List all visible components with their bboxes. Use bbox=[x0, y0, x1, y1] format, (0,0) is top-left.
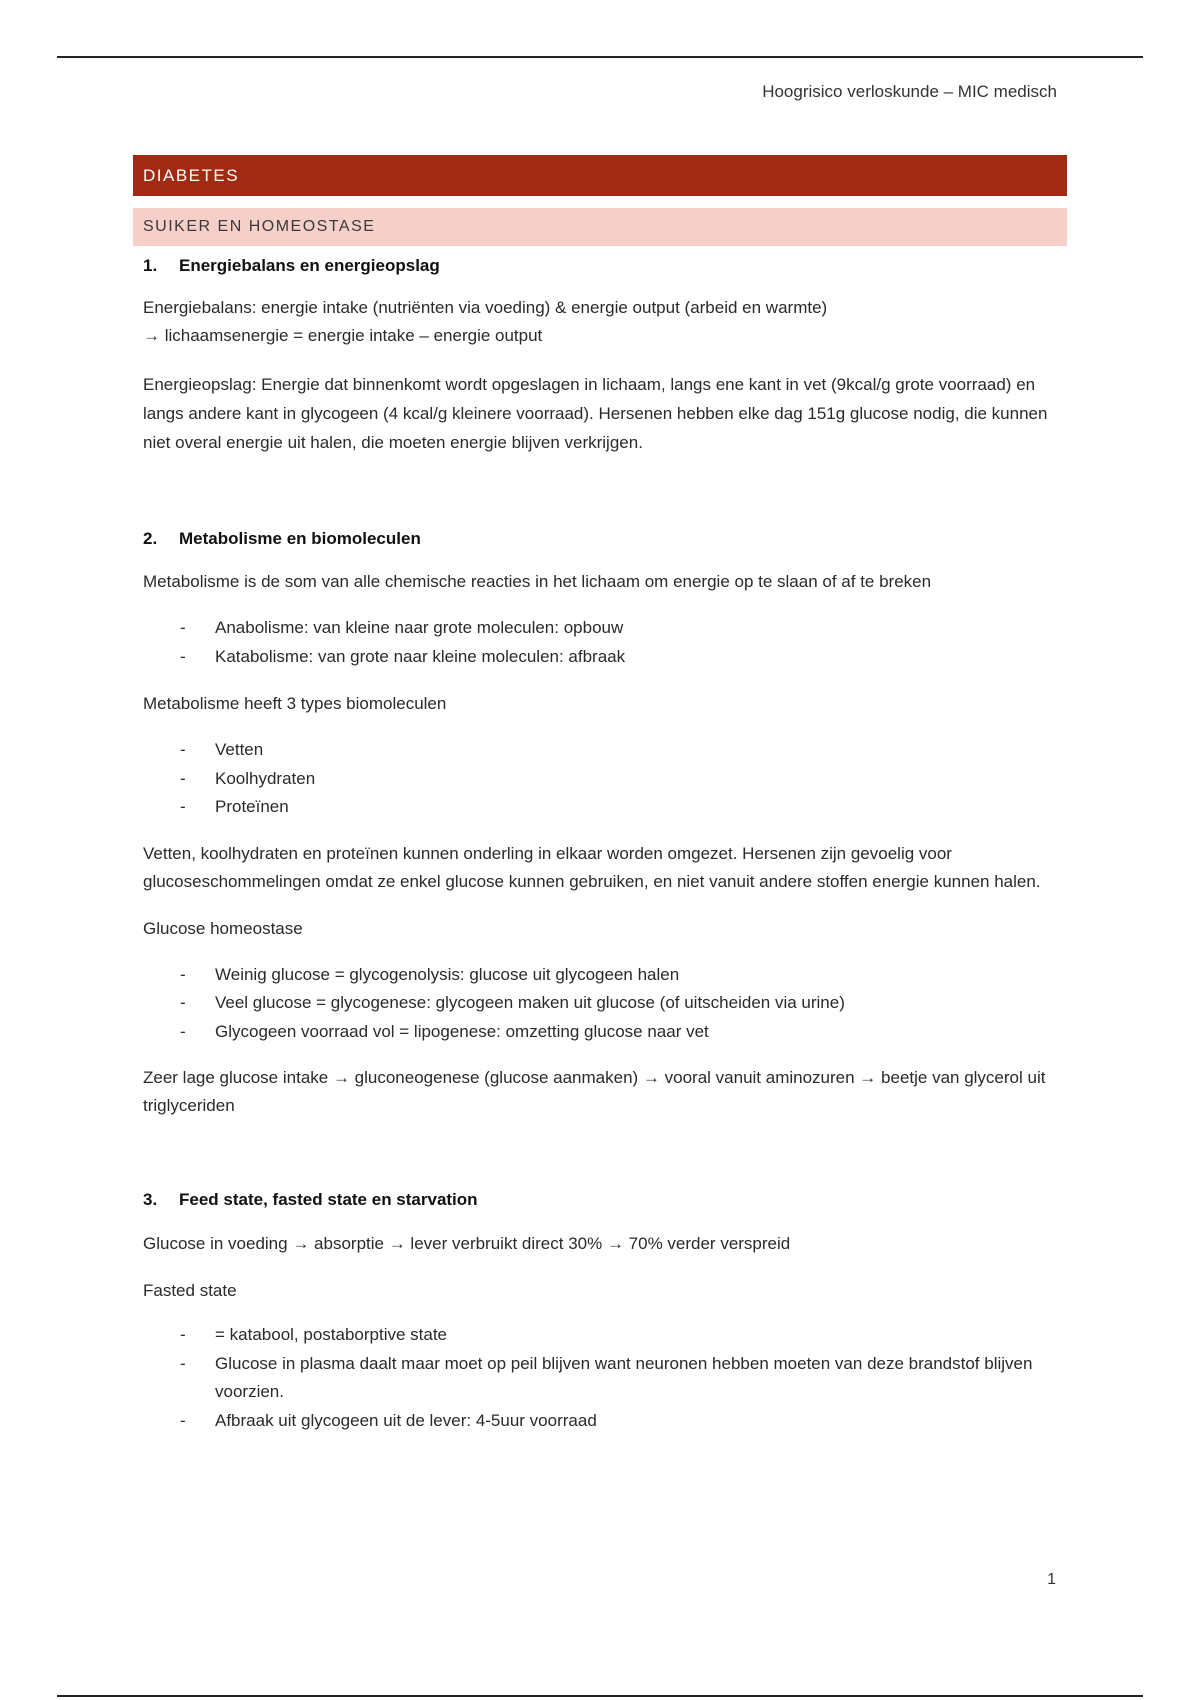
list-item bbox=[143, 793, 1067, 822]
paragraph-line: Energiebalans: energie intake (nutriënten via voeding) & energie output (arbeid en warmte) bbox=[143, 298, 828, 317]
list-item-text: = katabool, postaborptive state bbox=[215, 1325, 448, 1344]
bullet-dash: - bbox=[180, 618, 186, 637]
list-item bbox=[143, 1018, 1067, 1047]
bullet-dash: - bbox=[180, 1353, 186, 1373]
subchapter-title: SUIKER EN HOMEOSTASE bbox=[143, 218, 376, 235]
section-number: 3. bbox=[143, 1190, 158, 1209]
list-item bbox=[143, 1350, 1067, 1407]
bullet-dash: - bbox=[180, 993, 186, 1012]
paragraph: Metabolisme heeft 3 types biomoleculen bbox=[143, 694, 447, 713]
list-item-text: Anabolisme: van kleine naar grote moleculen: opbouw bbox=[215, 618, 624, 637]
list-item-text: Afbraak uit glycogeen uit de lever: 4-5uur voorraad bbox=[215, 1410, 597, 1430]
bullet-dash: - bbox=[180, 740, 186, 759]
bullet-dash: - bbox=[180, 1021, 186, 1041]
subchapter-heading bbox=[133, 208, 1067, 246]
bullet-dash: - bbox=[180, 797, 186, 816]
paragraph: Energieopslag: Energie dat binnenkomt wordt opgeslagen in lichaam, langs ene kant in vet (9kcal/g grote voorraad) en langs andere kant in glycogeen (4 kcal/g kleinere voorraad). Hersenen hebben elke dag 151g glucose nodig, die kunnen niet overal energie uit halen, die moeten energie blijven verkrijgen. bbox=[143, 375, 1048, 452]
list-item-text: Vetten bbox=[215, 740, 264, 759]
list-item bbox=[143, 765, 1067, 794]
section-title: Energiebalans en energieopslag bbox=[179, 256, 440, 275]
page-number: 1 bbox=[1047, 1571, 1056, 1588]
bullet-list bbox=[143, 961, 1067, 1047]
bullet-list bbox=[143, 736, 1067, 822]
page-content bbox=[133, 155, 1067, 1435]
section-title: Metabolisme en biomoleculen bbox=[179, 529, 421, 548]
list-item bbox=[143, 1407, 1067, 1436]
paragraph: Glucose homeostase bbox=[143, 918, 303, 938]
list-item-text: Glucose in plasma daalt maar moet op peil blijven want neuronen hebben moeten van deze brandstof blijven voorzien. bbox=[215, 1353, 1033, 1401]
bullet-dash: - bbox=[180, 768, 186, 788]
section-1 bbox=[133, 256, 1067, 457]
paragraph: Zeer lage glucose intake → gluconeogenese (glucose aanmaken) → vooral vanuit aminozuren → beetje van glycerol uit triglyceriden bbox=[143, 1068, 1046, 1115]
list-item bbox=[143, 989, 1067, 1018]
section-number: 1. bbox=[143, 256, 158, 275]
section-3-heading bbox=[143, 1190, 1067, 1210]
list-item bbox=[143, 643, 1067, 672]
paragraph: Fasted state bbox=[143, 1281, 237, 1300]
list-item-text: Katabolisme: van grote naar kleine moleculen: afbraak bbox=[215, 646, 626, 666]
list-item bbox=[143, 1321, 1067, 1350]
bullet-list bbox=[143, 1321, 1067, 1435]
paragraph: Vetten, koolhydraten en proteïnen kunnen onderling in elkaar worden omgezet. Hersenen zijn gevoelig voor glucoseschommelingen omdat ze enkel glucose kunnen gebruiken, en niet vanuit andere stoffen energie kunnen halen. bbox=[143, 843, 1041, 891]
paragraph-line: → lichaamsenergie = energie intake – energie output bbox=[143, 326, 543, 345]
chapter-title: DIABETES bbox=[143, 165, 240, 185]
list-item-text: Koolhydraten bbox=[215, 768, 316, 788]
section-number: 2. bbox=[143, 529, 158, 548]
section-2 bbox=[133, 529, 1067, 1120]
paragraph bbox=[143, 294, 1067, 350]
paragraph: Glucose in voeding → absorptie → lever verbruikt direct 30% → 70% verder verspreid bbox=[143, 1234, 791, 1253]
list-item-text: Veel glucose = glycogenese: glycogeen maken uit glucose (of uitscheiden via urine) bbox=[215, 993, 845, 1012]
bullet-dash: - bbox=[180, 1325, 186, 1344]
section-2-heading bbox=[143, 529, 1067, 549]
section-1-heading bbox=[143, 256, 1067, 276]
paragraph: Metabolisme is de som van alle chemische reacties in het lichaam om energie op te slaan of af te breken bbox=[143, 572, 932, 591]
list-item-text: Weinig glucose = glycogenolysis: glucose uit glycogeen halen bbox=[215, 964, 680, 984]
list-item-text: Proteïnen bbox=[215, 797, 289, 816]
bullet-dash: - bbox=[180, 964, 186, 984]
section-3 bbox=[133, 1190, 1067, 1435]
list-item bbox=[143, 961, 1067, 990]
bullet-dash: - bbox=[180, 1410, 186, 1430]
header-rule bbox=[57, 56, 1143, 58]
bullet-dash: - bbox=[180, 646, 186, 666]
chapter-heading bbox=[133, 155, 1067, 196]
footer-rule bbox=[57, 1695, 1143, 1697]
bullet-list bbox=[143, 614, 1067, 671]
section-title: Feed state, fasted state en starvation bbox=[179, 1190, 478, 1209]
list-item bbox=[143, 614, 1067, 643]
list-item bbox=[143, 736, 1067, 765]
running-header: Hoogrisico verloskunde – MIC medisch bbox=[762, 82, 1057, 101]
list-item-text: Glycogeen voorraad vol = lipogenese: omzetting glucose naar vet bbox=[215, 1021, 709, 1041]
